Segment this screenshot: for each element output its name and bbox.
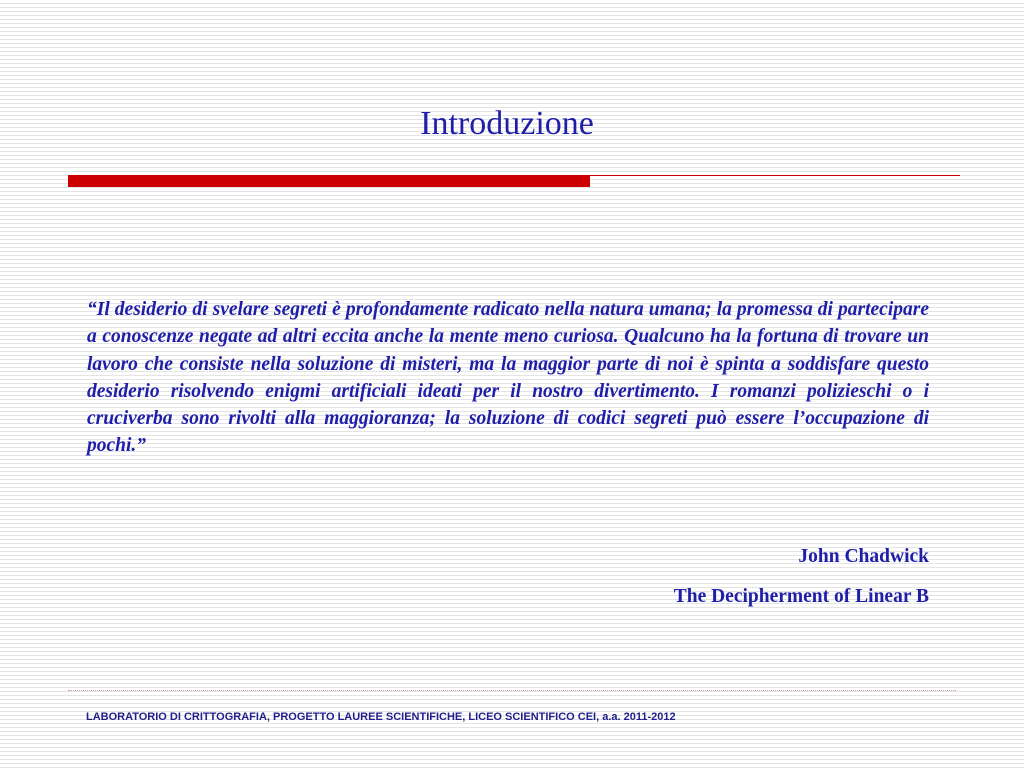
quote-author: John Chadwick [798,546,929,567]
title-underline-thick [68,175,590,187]
footer-divider [68,690,956,691]
quote-source-title: The Decipherment of Linear B [673,586,929,607]
quote-text: “Il desiderio di svelare segreti è profondamente radicato nella natura umana; la promessa di partecipare a conoscenze negate ad altri eccita anche la mente meno curiosa. Qualcuno ha la fortuna di trovare un lavoro che consiste nella soluzione di misteri, ma la maggior parte di noi è spinta a soddisfare questo desiderio risolvendo enigmi artificiali ideati per il nostro divertimento. I romanzi polizieschi o i cruciverba sono rivolti alla maggioranza; la soluzione di codici segreti può essere l’occupazione di pochi.” [87,299,929,457]
title-underline-thin [590,175,960,176]
slide-footer: LABORATORIO DI CRITTOGRAFIA, PROGETTO LAUREE SCIENTIFICHE, LICEO SCIENTIFICO CEI, a.a. 2011-2012 [86,711,676,723]
slide-title: Introduzione [420,105,594,142]
